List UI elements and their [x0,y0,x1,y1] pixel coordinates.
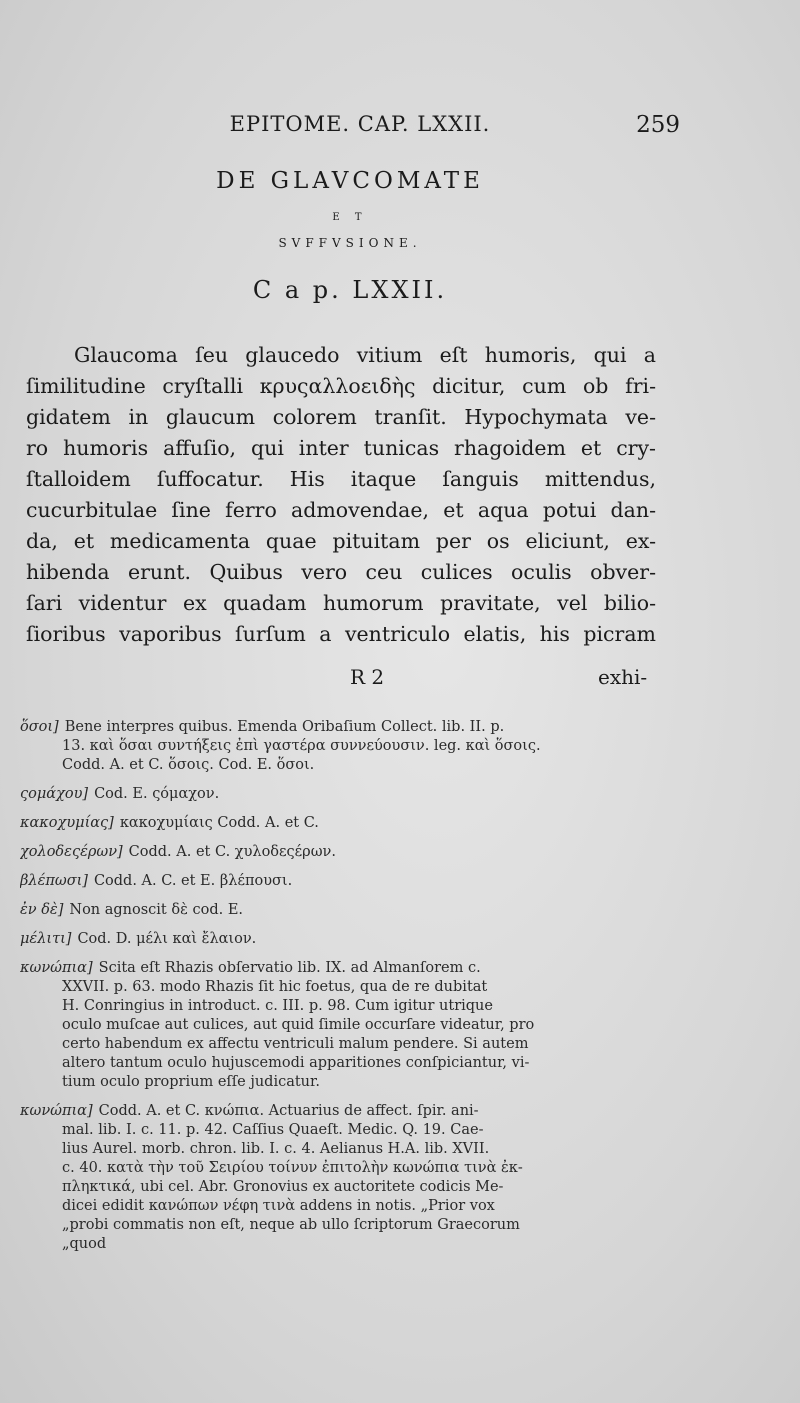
footnote-line [20,1016,660,1035]
footnote-line [20,1140,660,1159]
footnote-line [20,1054,660,1073]
footnote-line [20,718,660,737]
footnote-line [20,872,660,891]
footnote-lemma: ἐν δὲ] [20,902,64,918]
footnote [20,718,660,775]
footnote-text: „probi commatis non eſt, neque ab ullo ſcriptorum Graecorum [62,1217,520,1233]
footnote [20,901,660,920]
footnote-text: certo habendum ex affectu ventriculi malum pendere. Si autem [62,1036,529,1052]
footnote [20,814,660,833]
footnotes [20,718,660,1264]
footnote-line [20,843,660,862]
footnote-text: tium oculo proprium eſſe judicatur. [62,1074,320,1090]
footnote-text: altero tantum oculo hujuscemodi apparitiones conſpiciantur, vi- [62,1055,530,1071]
text-line: ſtalloidem ſuffocatur. His itaque ſanguis mittendus, [26,467,656,491]
footnote-line [20,1035,660,1054]
footnote [20,843,660,862]
footnote-text: Non agnoscit δὲ cod. E. [69,902,244,918]
footnote-text: „quod [62,1236,107,1252]
footnote-line [20,930,660,949]
footnote-text: c. 40. κατὰ τὴν τοῦ Σειρίου τοίνυν ἐπιτολὴν κωνώπια τινὰ ἐκ- [62,1160,523,1176]
footnote-line [20,959,660,978]
footnote-line [20,1235,660,1254]
footnote-line [20,814,660,833]
footnote-lemma: κωνώπια] [20,960,93,976]
footnote-text: XXVII. p. 63. modo Rhazis ſit hic foetus, qua de re dubitat [62,979,488,995]
footnote-text: πληκτικά, ubi cel. Abr. Gronovius ex auctoritete codicis Me- [62,1179,504,1195]
signature-mark: R 2 [350,665,385,689]
footnote-line [20,1178,660,1197]
footnote [20,785,660,804]
footnote-line [20,1197,660,1216]
footnote-text: κακοχυμίαις Codd. A. et C. [119,815,319,831]
text-line: ſari videntur ex quadam humorum pravitate, vel bilio- [26,591,656,615]
footnote-text: Codd. A. et C. χυλοδεςέρων. [128,844,336,860]
chapter-number: C a p. LXXII. [252,276,448,304]
chapter-title: DE GLAVCOMATE [216,168,484,194]
footnote-line [20,756,660,775]
chapter-title-et: E T [332,212,368,223]
footnote-lemma: χολοδεςέρων] [20,844,123,860]
footnote-lemma: ὅσοι] [20,719,59,735]
page-number: 259 [636,112,680,138]
footnote-text: dicei edidit κανώπων νέφη τινὰ addens in notis. „Prior vox [62,1198,495,1214]
footnote [20,1102,660,1254]
footnote-lemma: κωνώπια] [20,1103,93,1119]
footnote [20,959,660,1092]
footnote-text: H. Conringius in introduct. c. III. p. 98. Cum igitur utrique [62,998,493,1014]
footnote-line [20,1216,660,1235]
catchword: exhi- [598,665,648,689]
text-line: ſimilitudine cryſtalli κρυςαλλοειδὴς dicitur, cum ob fri- [26,374,656,398]
chapter-subtitle: SVFFVSIONE. [278,236,422,250]
text-line: da, et medicamenta quae pituitam per os eliciunt, ex- [26,529,656,553]
footnote-line [20,1159,660,1178]
footnote-text: Cod. D. μέλι καὶ ἔλαιον. [77,931,257,947]
footnote-lemma: ςομάχου] [20,786,89,802]
footnote-line [20,901,660,920]
text-line: ſioribus vaporibus ſurſum a ventriculo elatis, his picram [26,622,656,646]
footnote-text: Codd. A. et C. ὅσοις. Cod. E. ὅσοι. [62,757,315,773]
footnote-text: Bene interpres quibus. Emenda Oribaſium Collect. lib. II. p. [64,719,505,735]
footnote-lemma: κακοχυμίας] [20,815,114,831]
footnote-text: mal. lib. I. c. 11. p. 42. Caſſius Quaeſt. Medic. Q. 19. Cae- [62,1122,484,1138]
footnote-text: 13. καὶ ὅσαι συντήξεις ἐπὶ γαστέρα συννεύουσιν. leg. καὶ ὅσοις. [62,738,541,754]
text-line: Glaucoma ſeu glaucedo vitium eſt humoris, qui a [74,343,656,367]
footnote-text: Codd. A. et C. κνώπια. Actuarius de affect. ſpir. ani- [98,1103,479,1119]
footnote-line [20,1102,660,1121]
text-line: cucurbitulae ſine ferro admovendae, et aqua potui dan- [26,498,656,522]
footnote-text: Cod. E. ςόμαχον. [94,786,220,802]
footnote-line [20,785,660,804]
footnote-line [20,1073,660,1092]
footnote-lemma: μέλιτι] [20,931,72,947]
footnote-lemma: βλέπωσι] [20,873,88,889]
footnote-line [20,997,660,1016]
footnote [20,930,660,949]
footnote [20,872,660,891]
footnote-text: oculo muſcae aut culices, aut quid ſimile occurſare videatur, pro [62,1017,535,1033]
running-head: EPITOME. CAP. LXXII. [229,112,491,136]
footnote-line [20,978,660,997]
main-text [26,340,656,650]
text-line: gidatem in glaucum colorem tranſit. Hypochymata ve- [26,405,656,429]
text-line: hibenda erunt. Quibus vero ceu culices oculis obver- [26,560,656,584]
footnote-text: Scita eſt Rhazis obſervatio lib. IX. ad Almanſorem c. [98,960,481,976]
footnote-line [20,737,660,756]
footnote-line [20,1121,660,1140]
footnote-text: Codd. A. C. et E. βλέπουσι. [93,873,293,889]
text-line: ro humoris affuſio, qui inter tunicas rhagoidem et cry- [26,436,656,460]
footnote-text: lius Aurel. morb. chron. lib. I. c. 4. Aelianus H.A. lib. XVII. [62,1141,490,1157]
